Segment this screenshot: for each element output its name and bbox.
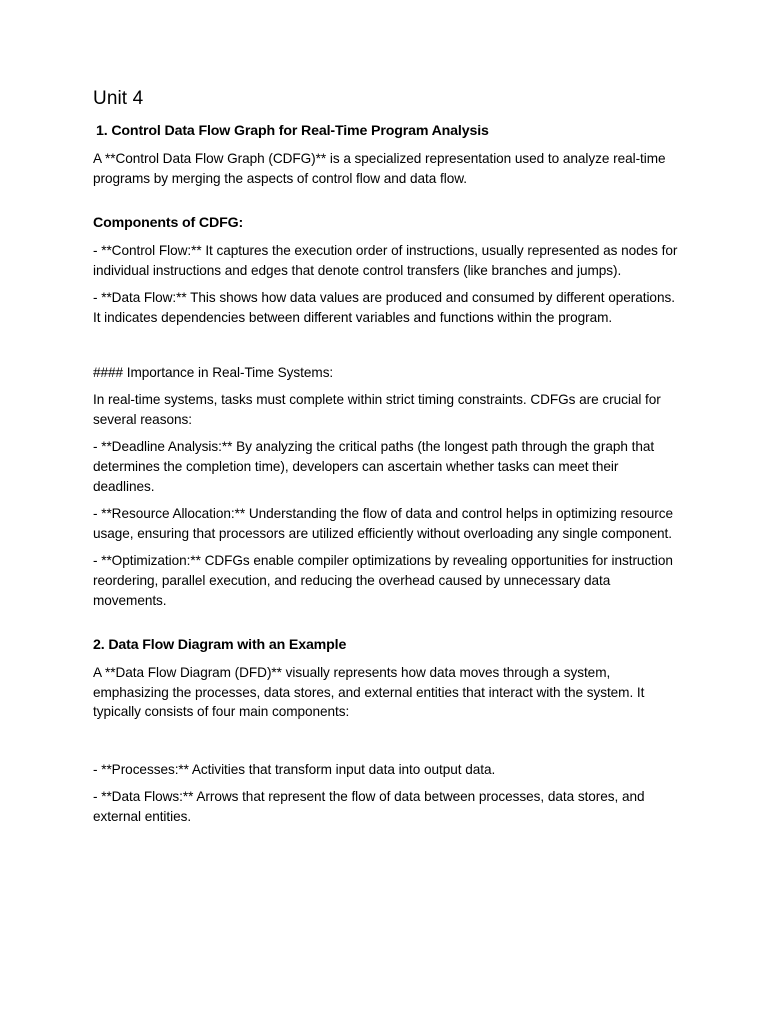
component-item-control-flow: - **Control Flow:** It captures the execution order of instructions, usually represented as nodes for individual instructions and edges that denote control transfers (like branches and jumps). (93, 243, 678, 278)
section1-heading: 1. Control Data Flow Graph for Real-Time Program Analysis (96, 123, 489, 139)
document-page (93, 88, 683, 835)
reason-item-deadline: - **Deadline Analysis:** By analyzing the critical paths (the longest path through the graph that determines the completion time), developers can ascertain whether tasks can meet their deadlines. (93, 439, 655, 494)
section1-intro: A **Control Data Flow Graph (CDFG)** is a specialized representation used to analyze real-time programs by merging the aspects of control flow and data flow. (93, 151, 666, 186)
components-heading: Components of CDFG: (93, 215, 244, 232)
dfd-component-processes: - **Processes:** Activities that transform input data into output data. (93, 761, 496, 777)
section2-intro: A **Data Flow Diagram (DFD)** visually represents how data moves through a system, emphasizing the processes, data stores, and external entities that interact with the system. It typically consists of four main components: (93, 665, 645, 720)
reason-item-optimization: - **Optimization:** CDFGs enable compiler optimizations by revealing opportunities for instruction reordering, parallel execution, and reducing the overhead caused by unnecessary data movements. (93, 553, 673, 608)
dfd-component-data-flows: - **Data Flows:** Arrows that represent the flow of data between processes, data stores, and external entities. (93, 789, 645, 825)
component-item-data-flow: - **Data Flow:** This shows how data values are produced and consumed by different operations. It indicates dependencies between different variables and functions within the program. (93, 290, 675, 325)
importance-intro: In real-time systems, tasks must complete within strict timing constraints. CDFGs are crucial for several reasons: (93, 392, 661, 427)
unit-title: Unit 4 (93, 88, 144, 109)
importance-heading: #### Importance in Real-Time Systems: (93, 364, 334, 380)
reason-item-resource: - **Resource Allocation:** Understanding the flow of data and control helps in optimizing resource usage, ensuring that processors are utilized efficiently without overloading any single component. (93, 506, 673, 541)
section2-heading: 2. Data Flow Diagram with an Example (93, 637, 347, 654)
